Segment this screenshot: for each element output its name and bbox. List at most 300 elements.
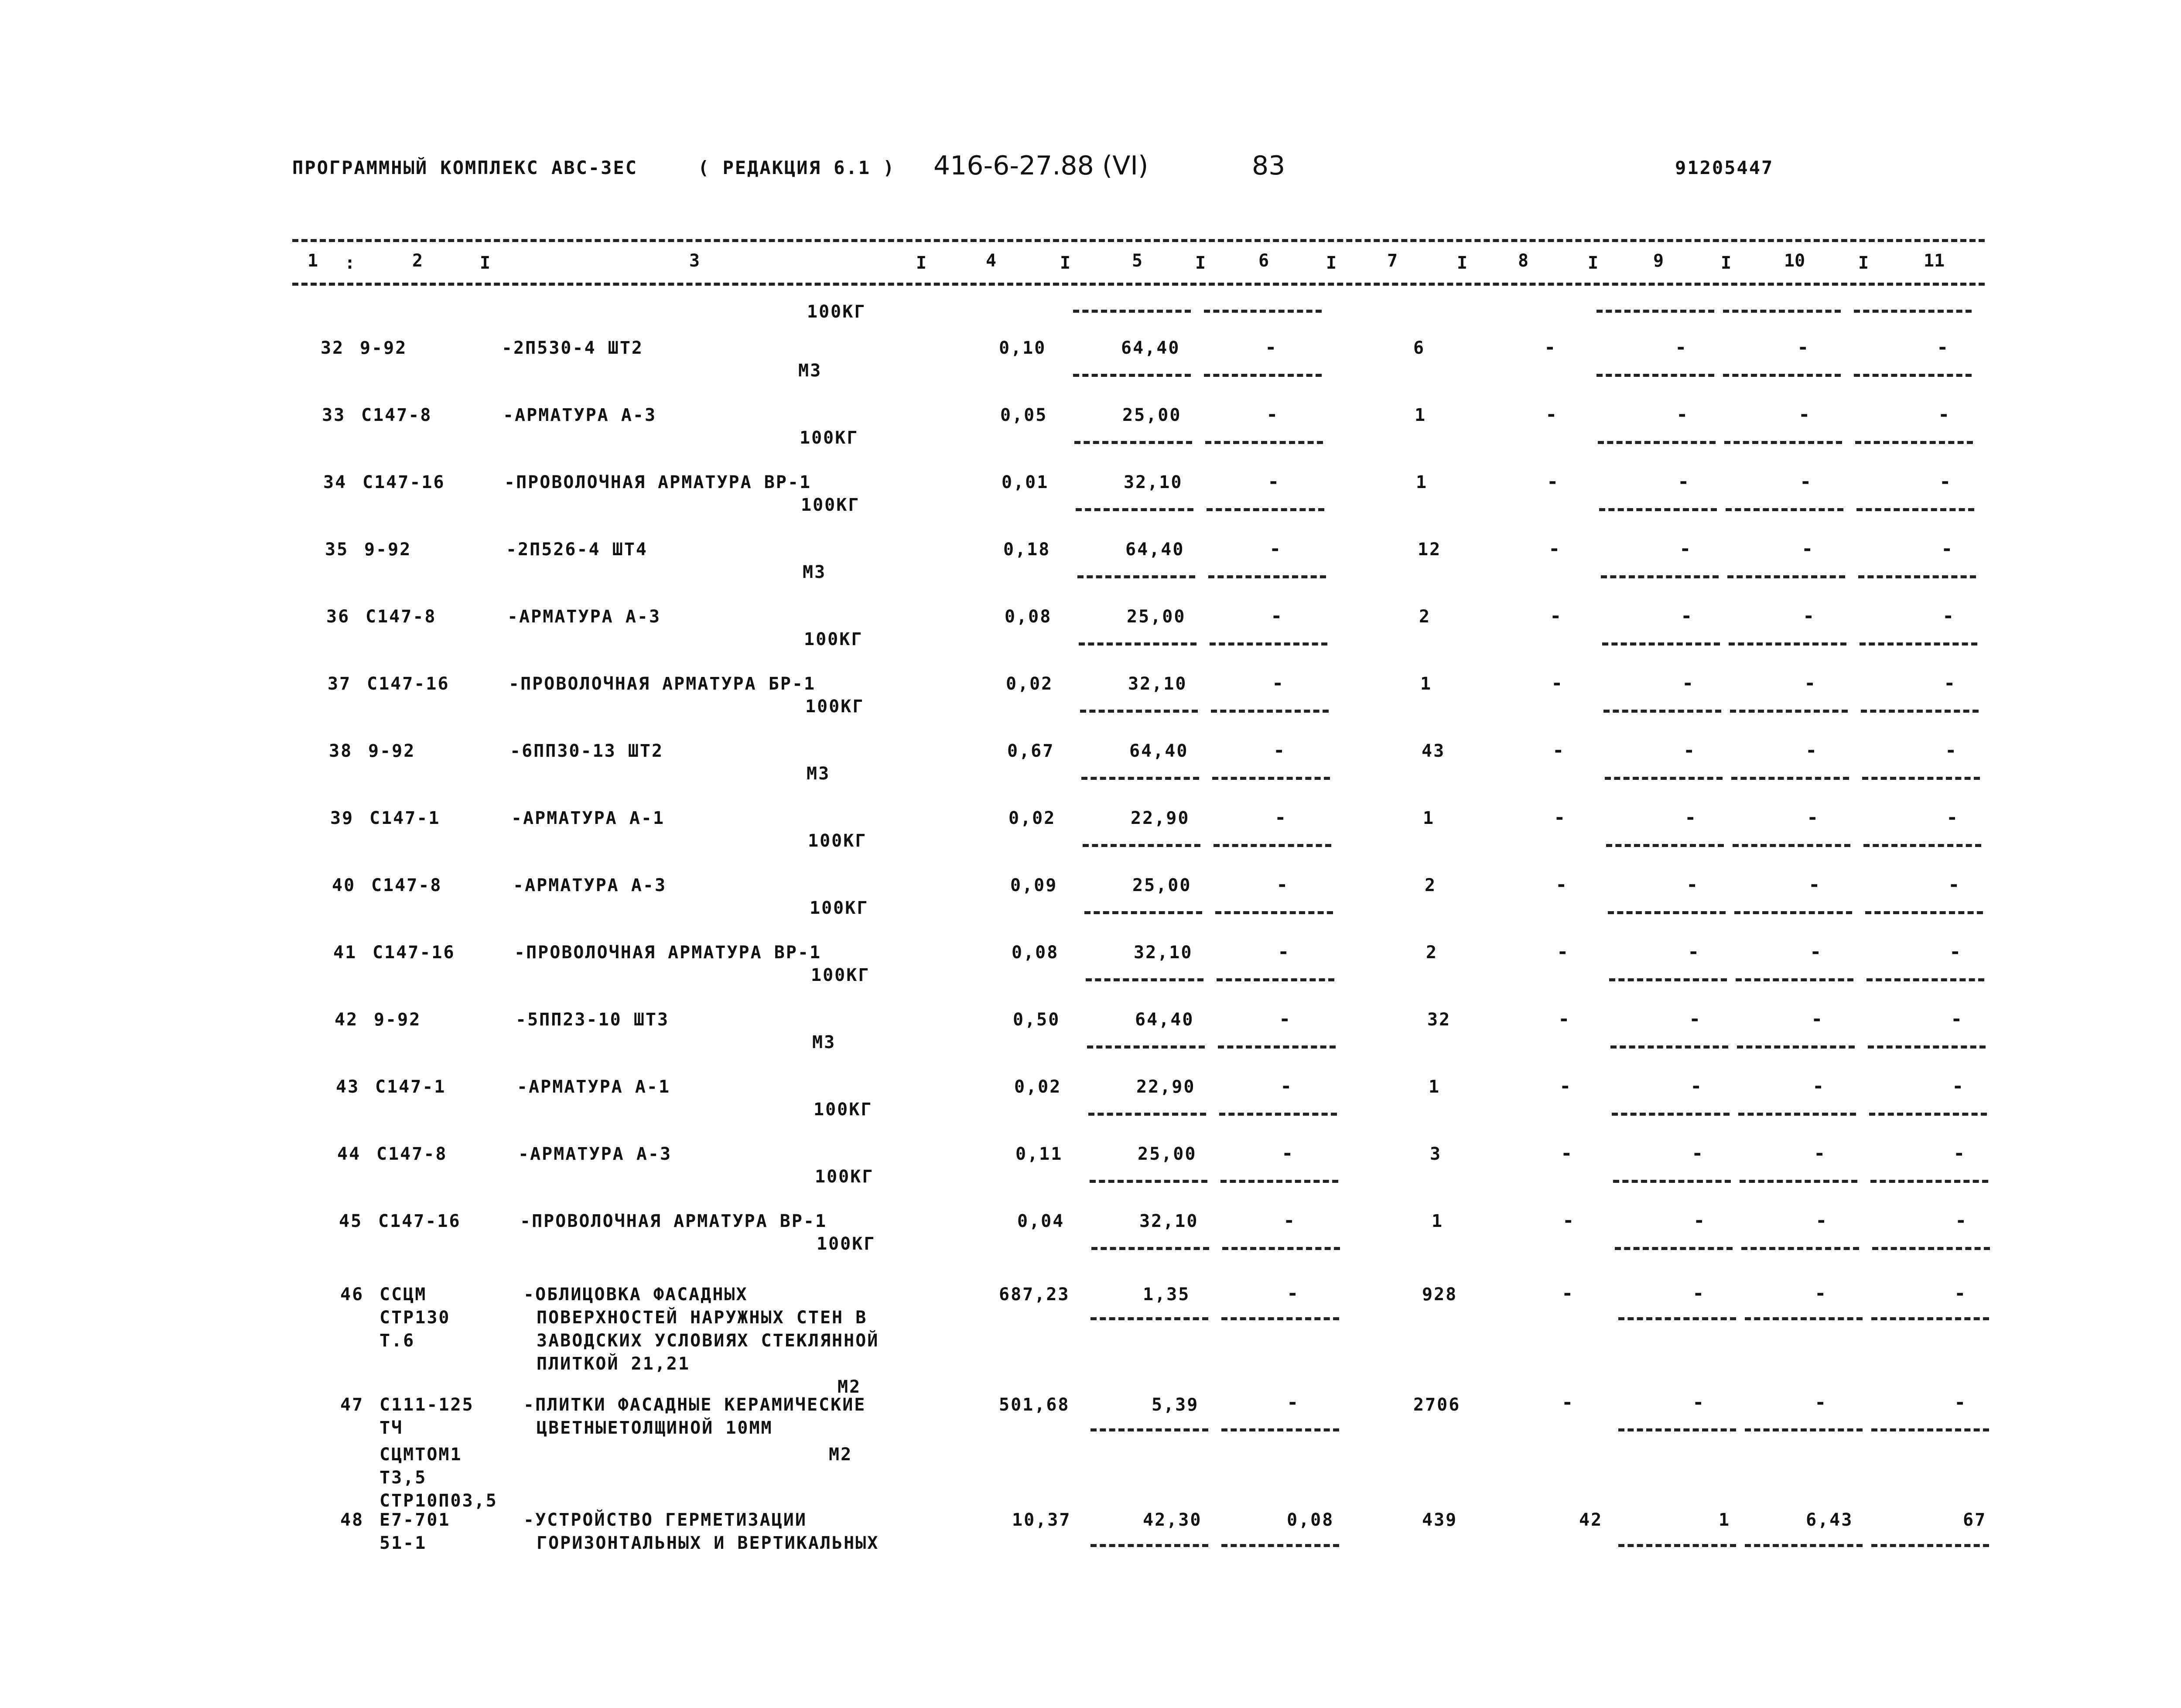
row-number: 48	[340, 1510, 364, 1530]
row-code: С147-8	[371, 875, 442, 895]
dash-segment	[1869, 1113, 1987, 1116]
dash-mark: -	[1937, 336, 1949, 359]
dash-segment	[1207, 508, 1324, 511]
row-number: 32	[321, 338, 345, 358]
dash-mark: -	[1814, 1142, 1825, 1165]
dash-mark: -	[1676, 403, 1688, 426]
dash-mark: -	[1815, 1282, 1826, 1305]
dash-mark: -	[1939, 471, 1951, 493]
row-name: -АРМАТУРА А-1	[511, 808, 665, 828]
dash-segment	[1745, 1317, 1863, 1320]
row-price: 25,00	[1138, 1144, 1197, 1164]
row-name: -ПРОВОЛОЧНАЯ АРМАТУРА ВР-1	[520, 1211, 827, 1231]
dash-segment	[1601, 575, 1719, 578]
dash-mark: -	[1690, 1075, 1702, 1097]
edition-label: ( РЕДАКЦИЯ 6.1 )	[698, 157, 896, 178]
row-unit: 100КГ	[808, 831, 867, 851]
row-name: -ОБЛИЦОВКА ФАСАДНЫХ	[523, 1284, 748, 1305]
dash-segment	[1608, 911, 1726, 914]
row-price: 32,10	[1139, 1211, 1199, 1231]
dash-segment	[1222, 1247, 1340, 1250]
dash-segment	[1723, 310, 1841, 313]
dash-segment	[1858, 575, 1976, 578]
row-col7: 12	[1418, 540, 1442, 560]
row-price: 32,10	[1134, 943, 1193, 963]
row-col7: 2	[1425, 875, 1437, 895]
row-unit: М3	[812, 1032, 836, 1052]
dash-mark: -	[1558, 1008, 1570, 1030]
dash-segment	[1087, 1045, 1205, 1049]
row-name: -ПРОВОЛОЧНАЯ АРМАТУРА ВР-1	[514, 943, 822, 963]
dash-mark: -	[1808, 874, 1820, 896]
dash-segment	[1737, 1045, 1855, 1049]
dash-mark: -	[1675, 336, 1687, 359]
dash-mark: -	[1800, 471, 1812, 493]
row-unit: 100КГ	[805, 697, 865, 717]
dash-segment	[1211, 710, 1329, 713]
row-price: 64,40	[1121, 338, 1180, 358]
row-name: ЗАВОДСКИХ УСЛОВИЯХ СТЕКЛЯННОЙ	[537, 1331, 879, 1351]
column-number: 8	[1518, 251, 1529, 271]
dash-segment	[1091, 1247, 1209, 1250]
dash-segment	[1079, 642, 1196, 646]
row-name: ЦВЕТНЫЕТОЛЩИНОЙ 10ММ	[537, 1418, 773, 1438]
row-qty: 0,11	[1015, 1144, 1063, 1164]
row-qty: 0,50	[1013, 1010, 1060, 1030]
dash-segment	[1861, 710, 1979, 713]
row-qty: 0,02	[1014, 1077, 1062, 1097]
dash-mark: -	[1562, 1391, 1573, 1414]
dash-segment	[1618, 1317, 1736, 1320]
row-col7: 2	[1426, 943, 1438, 963]
row-qty: 0,08	[1005, 607, 1052, 627]
dash-mark: -	[1555, 874, 1567, 896]
dash-segment	[1740, 1180, 1857, 1183]
row-price: 32,10	[1128, 674, 1187, 694]
dash-segment	[1609, 978, 1727, 981]
dash-mark: -	[1269, 538, 1281, 560]
dash-mark: -	[1692, 1142, 1703, 1165]
dash-mark: -	[1804, 672, 1816, 694]
row-col7: 1	[1423, 808, 1435, 828]
dash-segment	[1871, 1544, 1989, 1547]
row-col8: 42	[1579, 1510, 1603, 1530]
row-code: СТР10П03,5	[379, 1491, 498, 1511]
row-col7: 2	[1419, 607, 1431, 627]
dash-mark: -	[1812, 1075, 1824, 1097]
row-code: С147-16	[367, 674, 450, 694]
dash-segment	[1866, 978, 1984, 981]
row-col7: 1	[1429, 1077, 1441, 1097]
dash-mark: -	[1692, 1391, 1704, 1414]
row-col7: 1	[1420, 674, 1432, 694]
row-unit: М3	[807, 764, 831, 784]
row-qty: 0,02	[1008, 808, 1056, 828]
dash-segment	[1596, 374, 1714, 377]
row-number: 47	[340, 1395, 364, 1415]
dash-segment	[1733, 844, 1850, 847]
dash-segment	[1212, 777, 1330, 780]
dash-mark: -	[1942, 605, 1954, 627]
row-number: 34	[323, 472, 347, 492]
dash-segment	[1854, 310, 1972, 313]
row-code: С147-16	[362, 472, 445, 492]
dash-segment	[1741, 1247, 1859, 1250]
dash-segment	[1221, 1428, 1339, 1431]
dash-mark: -	[1954, 1391, 1966, 1414]
dash-mark: -	[1272, 672, 1284, 694]
dash-segment	[1205, 441, 1323, 444]
dash-mark: -	[1268, 471, 1279, 493]
row-qty: 0,02	[1006, 674, 1053, 694]
row-name: -ПРОВОЛОЧНАЯ АРМАТУРА БР-1	[509, 674, 816, 694]
column-separator: I	[1326, 253, 1337, 273]
row-qty: 0,04	[1017, 1211, 1065, 1231]
dash-mark: -	[1685, 806, 1696, 829]
row-col7: 3	[1430, 1144, 1442, 1164]
row-qty: 0,01	[1002, 472, 1049, 492]
row-code: С147-1	[369, 808, 441, 828]
dash-segment	[1734, 911, 1852, 914]
dash-mark: -	[1279, 1008, 1291, 1030]
row-code: 51-1	[379, 1533, 427, 1553]
dash-segment	[1855, 441, 1973, 444]
dash-segment	[1603, 710, 1721, 713]
column-separator: I	[1588, 253, 1599, 273]
row-name: -АРМАТУРА А-3	[518, 1144, 672, 1164]
dash-mark: -	[1282, 1142, 1293, 1165]
dash-segment	[1618, 1428, 1736, 1431]
column-separator: :	[345, 253, 356, 273]
dash-segment	[1204, 374, 1322, 377]
dash-mark: -	[1681, 605, 1692, 627]
column-separator: I	[1457, 253, 1468, 273]
dash-mark: -	[1941, 538, 1953, 560]
document-code: 91205447	[1675, 157, 1774, 178]
dash-mark: -	[1557, 941, 1569, 963]
dash-mark: -	[1678, 471, 1689, 493]
row-number: 44	[337, 1144, 361, 1164]
dash-segment	[1218, 1045, 1336, 1049]
dash-segment	[1730, 710, 1848, 713]
dash-segment	[1083, 844, 1200, 847]
column-number: 5	[1132, 251, 1143, 271]
row-name: ПЛИТКОЙ 21,21	[537, 1354, 691, 1374]
row-col7: 1	[1415, 405, 1427, 425]
dash-segment	[1865, 911, 1983, 914]
row-code: С147-16	[378, 1211, 461, 1231]
dash-segment	[1090, 1428, 1208, 1431]
row-price: 22,90	[1131, 808, 1190, 828]
row-number: 46	[340, 1284, 364, 1305]
row-name: ГОРИЗОНТАЛЬНЫХ И ВЕРТИКАЛЬНЫХ	[537, 1533, 879, 1553]
row-unit: 100КГ	[815, 1167, 874, 1187]
column-separator: I	[1858, 253, 1869, 273]
dash-mark: -	[1944, 672, 1955, 694]
row-qty: 501,68	[999, 1395, 1070, 1415]
row-price: 25,00	[1127, 607, 1186, 627]
row-code: Т3,5	[379, 1468, 427, 1488]
row-code: С147-16	[373, 943, 455, 963]
project-code: 416-6-27.88 (VI)	[933, 150, 1149, 181]
row-name: -УСТРОЙСТВО ГЕРМЕТИЗАЦИИ	[523, 1510, 807, 1530]
dash-mark: -	[1803, 605, 1815, 627]
dash-mark: -	[1545, 403, 1557, 426]
dash-segment	[1731, 777, 1849, 780]
header-rule-bottom	[292, 283, 1985, 286]
row-unit: 100КГ	[804, 629, 863, 649]
row-name: -2П526-4 ШТ4	[506, 540, 648, 560]
dash-segment	[1080, 710, 1198, 713]
row-name: -5ПП23-10 ШТ3	[516, 1010, 670, 1030]
row-unit: 100КГ	[814, 1100, 873, 1120]
row-price: 64,40	[1129, 741, 1189, 761]
dash-mark: -	[1807, 806, 1819, 829]
row-code: ТЧ	[379, 1418, 403, 1438]
row-number: 42	[335, 1010, 359, 1030]
dash-segment	[1221, 1544, 1339, 1547]
column-separator: I	[1060, 253, 1071, 273]
dash-segment	[1077, 575, 1195, 578]
row-qty: 0,05	[1000, 405, 1048, 425]
dash-mark: -	[1811, 1008, 1823, 1030]
dash-mark: -	[1951, 1008, 1962, 1030]
column-number: 9	[1653, 251, 1664, 271]
dash-mark: -	[1275, 806, 1286, 829]
row-number: 35	[325, 540, 349, 560]
dash-mark: -	[1287, 1282, 1299, 1305]
dash-segment	[1854, 374, 1972, 377]
column-number: 3	[689, 251, 700, 271]
dash-segment	[1073, 310, 1191, 313]
dash-mark: -	[1679, 538, 1691, 560]
row-number: 38	[329, 741, 353, 761]
row-price: 64,40	[1125, 540, 1185, 560]
dash-segment	[1602, 642, 1720, 646]
row-unit: 100КГ	[817, 1234, 876, 1254]
dash-segment	[1726, 508, 1843, 511]
row-unit: М2	[829, 1445, 853, 1465]
dash-mark: -	[1266, 403, 1278, 426]
row-price: 42,30	[1143, 1510, 1202, 1530]
row-number: 39	[330, 808, 354, 828]
dash-mark: -	[1693, 1209, 1705, 1232]
dash-mark: -	[1948, 874, 1960, 896]
row-qty: 0,09	[1010, 875, 1058, 895]
row-name: -АРМАТУРА А-3	[513, 875, 667, 895]
dash-mark: -	[1547, 471, 1559, 493]
dash-mark: -	[1815, 1209, 1827, 1232]
column-separator: I	[916, 253, 927, 273]
dash-segment	[1086, 978, 1203, 981]
dash-mark: -	[1810, 941, 1822, 963]
dash-mark: -	[1276, 874, 1288, 896]
dash-mark: -	[1682, 672, 1694, 694]
row-col7: 928	[1422, 1284, 1458, 1305]
dash-mark: -	[1550, 605, 1562, 627]
row-col7: 32	[1427, 1010, 1451, 1030]
dash-segment	[1090, 1180, 1207, 1183]
column-separator: I	[1195, 253, 1206, 273]
dash-mark: -	[1805, 739, 1817, 762]
dash-mark: -	[1955, 1209, 1967, 1232]
row-code: 9-92	[368, 741, 416, 761]
dash-mark: -	[1280, 1075, 1292, 1097]
dash-segment	[1872, 1247, 1990, 1250]
dash-mark: -	[1815, 1391, 1826, 1414]
dash-mark: -	[1287, 1391, 1299, 1414]
row-number: 41	[333, 943, 357, 963]
dash-mark: -	[1952, 1075, 1964, 1097]
row-name: ПОВЕРХНОСТЕЙ НАРУЖНЫХ СТЕН В	[537, 1308, 868, 1328]
dash-segment	[1088, 1113, 1206, 1116]
row-col7: 1	[1416, 472, 1428, 492]
dash-segment	[1214, 844, 1331, 847]
row-price: 32,10	[1124, 472, 1183, 492]
dash-segment	[1871, 1317, 1989, 1320]
column-separator: I	[480, 253, 491, 273]
dash-mark: -	[1561, 1142, 1573, 1165]
row-price: 1,35	[1143, 1284, 1190, 1305]
row-name: -6ПП30-13 ШТ2	[510, 741, 664, 761]
dash-segment	[1219, 1113, 1337, 1116]
dash-mark: -	[1683, 739, 1695, 762]
dash-mark: -	[1551, 672, 1563, 694]
dash-segment	[1610, 1045, 1728, 1049]
dash-mark: -	[1271, 605, 1282, 627]
row-qty: 0,10	[999, 338, 1046, 358]
column-number: 10	[1784, 251, 1805, 271]
column-number: 2	[412, 251, 423, 271]
dash-segment	[1073, 374, 1191, 377]
dash-segment	[1076, 508, 1193, 511]
row-qty: 0,08	[1012, 943, 1059, 963]
row-unit: М3	[798, 361, 822, 381]
row-col11: 67	[1963, 1510, 1987, 1530]
dash-mark: -	[1552, 739, 1564, 762]
dash-mark: -	[1938, 403, 1950, 426]
dash-segment	[1871, 1428, 1989, 1431]
row-qty: 687,23	[999, 1284, 1070, 1305]
program-title: ПРОГРАММНЫЙ КОМПЛЕКС АВС-ЗЕС	[292, 157, 638, 178]
dash-mark: -	[1946, 806, 1958, 829]
dash-segment	[1217, 978, 1334, 981]
page-number: 83	[1252, 150, 1285, 181]
dash-mark: -	[1686, 874, 1698, 896]
dash-segment	[1727, 575, 1845, 578]
row-col10: 6,43	[1806, 1510, 1853, 1530]
dash-segment	[1220, 1180, 1338, 1183]
column-number: 11	[1924, 251, 1945, 271]
row-code: С147-8	[366, 607, 437, 627]
dash-segment	[1210, 642, 1327, 646]
row-name: -2П530-4 ШТ2	[502, 338, 643, 358]
dash-segment	[1860, 642, 1977, 646]
dash-mark: -	[1949, 941, 1961, 963]
dash-segment	[1612, 1113, 1730, 1116]
row-col9: 1	[1719, 1510, 1731, 1530]
row-unit: 100КГ	[801, 495, 860, 515]
row-name: -АРМАТУРА А-1	[517, 1077, 671, 1097]
row-code: С147-8	[376, 1144, 448, 1164]
dash-segment	[1863, 844, 1981, 847]
dash-segment	[1605, 777, 1723, 780]
dash-segment	[1221, 1317, 1339, 1320]
dash-mark: -	[1278, 941, 1289, 963]
dash-segment	[1598, 441, 1716, 444]
row-number: 37	[328, 674, 352, 694]
row-col6: 0,08	[1287, 1510, 1334, 1530]
dash-segment	[1074, 441, 1192, 444]
dash-segment	[1084, 911, 1202, 914]
row-unit: 100КГ	[807, 302, 866, 322]
row-qty: 0,67	[1007, 741, 1055, 761]
dash-segment	[1090, 1317, 1208, 1320]
dash-segment	[1736, 978, 1853, 981]
row-code: ССЦМ	[379, 1284, 427, 1305]
row-price: 64,40	[1135, 1010, 1194, 1030]
dash-mark: -	[1265, 336, 1277, 359]
dash-mark: -	[1692, 1282, 1704, 1305]
row-col7: 439	[1422, 1510, 1458, 1530]
row-price: 22,90	[1136, 1077, 1196, 1097]
dash-segment	[1081, 777, 1199, 780]
dash-mark: -	[1945, 739, 1957, 762]
column-number: 6	[1258, 251, 1269, 271]
dash-mark: -	[1283, 1209, 1295, 1232]
row-name: -ПРОВОЛОЧНАЯ АРМАТУРА ВР-1	[504, 472, 812, 492]
dash-segment	[1729, 642, 1846, 646]
dash-segment	[1606, 844, 1724, 847]
dash-segment	[1208, 575, 1326, 578]
row-name: -АРМАТУРА А-3	[503, 405, 657, 425]
row-code: Т.6	[379, 1331, 415, 1351]
row-unit: 100КГ	[800, 428, 859, 448]
dash-mark: -	[1273, 739, 1285, 762]
dash-segment	[1862, 777, 1980, 780]
column-number: 7	[1387, 251, 1398, 271]
dash-mark: -	[1544, 336, 1556, 359]
dash-segment	[1618, 1544, 1736, 1547]
row-number: 36	[326, 607, 350, 627]
row-number: 33	[322, 405, 346, 425]
row-price: 5,39	[1152, 1395, 1199, 1415]
header-rule-top	[292, 239, 1985, 242]
row-price: 25,00	[1132, 875, 1192, 895]
row-name: -АРМАТУРА А-3	[507, 607, 661, 627]
row-qty: 10,37	[1012, 1510, 1071, 1530]
row-code: СТР130	[379, 1308, 451, 1328]
row-number: 43	[336, 1077, 360, 1097]
column-number: 4	[986, 251, 997, 271]
row-code: 9-92	[364, 540, 412, 560]
dash-mark: -	[1559, 1075, 1571, 1097]
row-number: 45	[339, 1211, 363, 1231]
row-price: 25,00	[1122, 405, 1182, 425]
dash-mark: -	[1954, 1282, 1966, 1305]
dash-mark: -	[1953, 1142, 1965, 1165]
row-col7: 1	[1432, 1211, 1444, 1231]
dash-segment	[1090, 1544, 1208, 1547]
column-separator: I	[1721, 253, 1732, 273]
row-col7: 43	[1422, 741, 1446, 761]
dash-segment	[1738, 1113, 1856, 1116]
dash-mark: -	[1797, 336, 1809, 359]
row-number: 40	[332, 875, 356, 895]
row-unit: М3	[803, 562, 827, 582]
row-qty: 0,18	[1003, 540, 1051, 560]
dash-segment	[1745, 1544, 1863, 1547]
